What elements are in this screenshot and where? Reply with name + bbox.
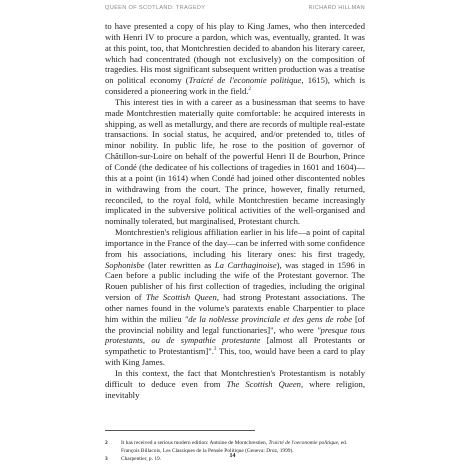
text-run: to have presented a copy of his play to King James, who then interceded with Henri IV to procure a pardon, which was, eventually, granted. It was at this point, too, that Montchrestien decided to abandon his literary career, which had concentrated (though not exclusively) on the composition of tragedies. His most significant subsequent written production was a treatise on political economy ( (105, 21, 365, 86)
text-run: , had strong Protestant associations. The other names found in the volume's paratexts enable Charpentier to place him within the milieu (105, 292, 365, 324)
italic-text: "de la noblesse provinciale et des gens de robe (184, 313, 353, 324)
text-run: Montchrestien's religious affiliation earlier in his life—a point of capital importance in the France of the day—can be inferred with some confidence from his associations, including his literary ones: his first tragedy, (105, 227, 365, 259)
running-head (105, 5, 365, 11)
footnote-number: 3 (105, 456, 108, 462)
footnote-ref: 2 (248, 87, 251, 93)
running-head-title: QUEEN OF SCOTLAND: TRAGEDY (105, 5, 206, 11)
page-number: 14 (229, 453, 236, 459)
footnote-number: 2 (105, 440, 108, 446)
text-run: , ed. François Billacois, Les Classiques de la Pensée Politique (Geneva: Droz, 1999). (121, 440, 348, 454)
paragraph (105, 97, 365, 227)
text-run: (later rewritten as (144, 259, 215, 270)
paragraph (105, 227, 365, 368)
running-head-author: RICHARD HILLMAN (308, 5, 365, 11)
italic-text: Sophonisbe (105, 259, 145, 270)
italic-text: The Scottish Queen (145, 292, 217, 303)
italic-text: Traicté de l'oeconomie politique (268, 440, 339, 446)
text-run: ), was staged in 1596 in Caen before a public including the wife of the Protestant governor. The Rouen publisher of his first collection of tragedies, including the original version of (105, 259, 365, 303)
text-run: [of the provincial nobility and legal functionaries]", who were (105, 313, 365, 335)
text-run: This interest ties in with a career as a businessman that seems to have made Montchrestien materially quite comfortable: he acquired interests in shipping, as well as metallurgy, and there are records of multiple real-estate transactions. In social status, he acquired, and/or pretended to, titles of minor nobility. In public life, he rose to the position of governor of Châtillon-sur-Loire on behalf of the powerful Henri II de Bourbon, Prince of Condé (the dedicatee of his collections of tragedies in 1601 and 1604)—this at a point (in 1614) when Condé had joined other discontented nobles in withdrawing from the court. The prince, however, finally returned, reconciled, to the royal fold, while Montchrestien became increasingly implicated in the subversive political activities of the well-organised and nominally tolerated, but marginalised, Protestant church. (105, 96, 365, 227)
italic-text: Traicté de l'economie politique (188, 75, 302, 86)
italic-text: "presque tous protestants, ou de sympathie protestante (105, 324, 365, 346)
text-run: [almost all Protestants or sympathetic to Protestantism]". (105, 335, 365, 357)
paragraph (105, 368, 365, 401)
footnote-ref: 3 (213, 347, 217, 353)
italic-text: La Carthaginoise (214, 259, 277, 270)
footnotes (105, 439, 365, 463)
text-run: Charpentier, p. 19. (121, 456, 162, 462)
text-run: In this context, the fact that Montchrestien's Protestantism is notably difficult to deduce even from (105, 368, 365, 389)
footnote-divider (105, 430, 255, 431)
text-run: , 1615), which is considered a pioneering work in the field. (105, 75, 365, 97)
text-run: It has received a serious modern edition: Antoine de Montchrestien, (121, 440, 269, 446)
text-run: This, too, would have been a card to play with King James. (105, 346, 366, 368)
text-run: , where religion, inevitably (105, 378, 365, 400)
paragraph (105, 21, 365, 97)
body-text (105, 21, 365, 401)
italic-text: The Scottish Queen (226, 378, 301, 389)
